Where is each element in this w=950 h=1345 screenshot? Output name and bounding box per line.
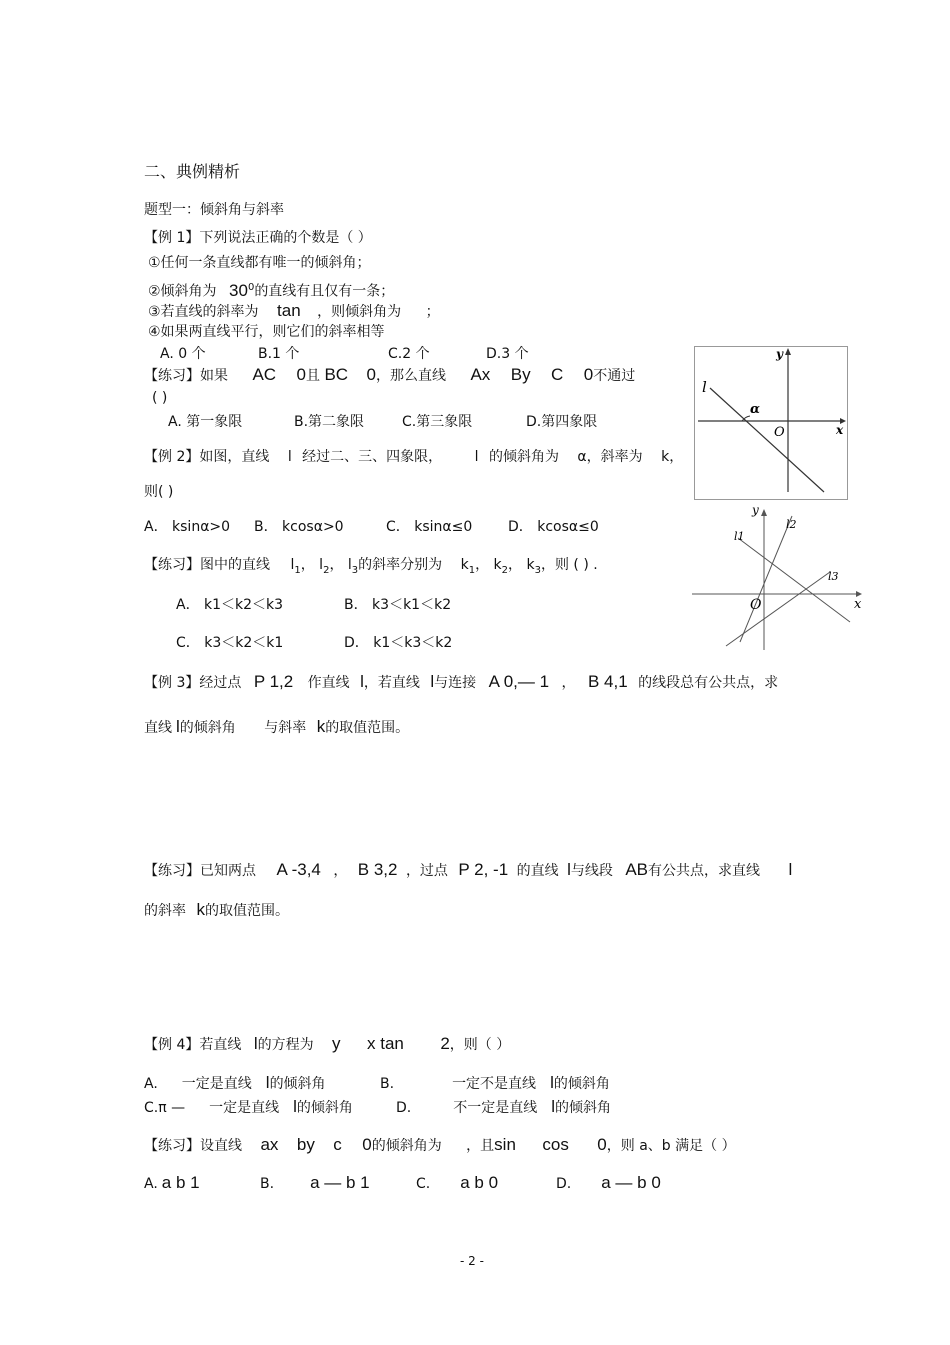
pr2-k2: $k_2$: [493, 557, 509, 576]
pr1-zero-2: 0: [366, 365, 376, 384]
ex1-option-b: B.1 个: [258, 346, 300, 362]
pr1-paren: ( ): [152, 390, 168, 406]
pr4-zero-2: 0: [597, 1135, 607, 1154]
ex3-point-b: B 4,1: [587, 672, 628, 691]
ex1-option-a: A. 0 个: [160, 346, 206, 362]
pr3-text-k: 有公共点，求直线: [648, 863, 760, 879]
pr4-text-f: 的倾斜角为: [371, 1138, 442, 1154]
ex3-text-c: 作直线: [307, 675, 350, 691]
pr4-option-c: C. a b 0: [416, 1173, 499, 1192]
pr1-text-l: 不通过: [593, 368, 636, 384]
ex2-text-f: α，斜率为: [577, 449, 643, 465]
pr1-c: C: [551, 365, 564, 384]
ex1-option-c: C.2 个: [388, 346, 430, 362]
ex3-point-p: P 1,2: [253, 672, 294, 691]
section-title: 二、典例精析: [144, 162, 241, 181]
pr1-option-a: A. 第一象限: [168, 414, 243, 430]
pr2-k1: $k_1$: [460, 557, 476, 576]
type1-title: 题型一：倾斜角与斜率: [144, 202, 284, 218]
pr4-ax: ax: [260, 1135, 279, 1154]
pr1-ac: AC: [252, 365, 277, 384]
fig2-label-l2: l2: [786, 518, 797, 531]
ex4-option-d: D. 不一定是直线 l的倾斜角: [396, 1097, 612, 1116]
pr3-text-i: 与线段: [570, 863, 613, 879]
ex3-l2-k: k: [316, 717, 326, 736]
pr2-text-a: 【练习】图中的直线: [144, 557, 270, 573]
ex4-l: l: [253, 1034, 258, 1053]
ex4-option-a: A. 一定是直线 l的倾斜角: [144, 1073, 326, 1092]
fig2-label-o: O: [750, 597, 762, 613]
pr2-sep-4: ，: [508, 557, 523, 573]
ex1-option-d: D.3 个: [486, 346, 529, 362]
pr2-l2: $l_2$: [319, 557, 330, 576]
fig2-label-y: y: [752, 503, 759, 517]
pr2-k3: $k_3$: [526, 557, 541, 576]
pr1-option-b: B.第二象限: [294, 414, 365, 430]
pr1-zero-1: 0: [296, 365, 306, 384]
pr2-stem: [144, 556, 598, 580]
fig1-line-l: [710, 388, 824, 492]
ex1-s3-text-a: ③若直线的斜率为: [148, 304, 259, 320]
pr2-option-b: B． k3＜k1＜k2: [344, 597, 452, 613]
ex1-s3-text-c: ，则倾斜角为: [317, 304, 402, 320]
pr4-zero-1: 0: [362, 1135, 372, 1154]
fig1-label-o: O: [774, 425, 785, 440]
pr3-l2-text-c: 的取值范围。: [204, 903, 289, 919]
ex3-text-k: 的线段总有公共点，求: [638, 675, 779, 691]
ex2-text-c: 经过二、三、四象限，: [302, 449, 443, 465]
ex2-paren: 则( ): [144, 484, 174, 500]
ex3-l2-l: l: [176, 717, 180, 736]
ex4-two: 2: [440, 1034, 450, 1053]
pr1-option-c: C.第三象限: [402, 414, 473, 430]
ex3-l2-text-d: 与斜率: [264, 720, 307, 736]
ex4-option-b: B. 一定不是直线 l的倾斜角: [380, 1073, 610, 1092]
pr3-l-1: l: [567, 860, 571, 879]
ex3-sep: ，: [561, 675, 576, 691]
pr2-sep-1: ，: [300, 557, 315, 573]
ex1-s3-text-d: ；: [425, 304, 440, 320]
pr4-text-g: ，且: [466, 1138, 495, 1154]
pr1-option-d: D.第四象限: [526, 414, 598, 430]
ex2-text-a: 【例 2】如图，直线: [144, 449, 270, 465]
pr2-l3: $l_3$: [347, 557, 359, 576]
ex3-l2-text-a: 直线: [144, 720, 172, 736]
pr4-option-a: A. a b 1: [144, 1173, 200, 1192]
pr4-by: by: [296, 1135, 315, 1154]
pr2-sep-2: ，: [329, 557, 344, 573]
page-number: - 2 -: [460, 1254, 484, 1268]
ex3-l2-text-f: 的取值范围。: [325, 720, 410, 736]
fig2-label-l1: l1: [734, 530, 745, 543]
pr2-option-c: C． k3＜k2＜k1: [176, 635, 284, 651]
pr3-l-2: l: [788, 860, 793, 879]
fig2-line-l3: [726, 572, 830, 646]
pr2-sep-3: ，: [475, 557, 490, 573]
ex4-option-c: C.π — 一定是直线 l的倾斜角: [144, 1097, 353, 1116]
ex4-xtan: x tan: [367, 1034, 404, 1053]
pr3-point-a: A -3,4: [276, 860, 321, 879]
ex1-s3-tan: tan: [277, 301, 301, 320]
pr4-stem: [144, 1136, 736, 1155]
ex2-option-a: A． ksinα>0: [144, 519, 231, 535]
pr1-text-a: 【练习】如果: [144, 368, 228, 384]
ex2-l-1: l: [287, 449, 292, 465]
ex2-option-b: B． kcosα>0: [254, 519, 344, 535]
figure-2-graph: [690, 500, 866, 650]
ex2-stem: [144, 448, 683, 466]
pr4-c: c: [333, 1135, 342, 1154]
ex3-text-a: 【例 3】经过点: [144, 675, 242, 691]
ex1-s2-text-c: 的直线有且仅有一条；: [254, 283, 395, 300]
pr2-option-d: D． k1＜k3＜k2: [344, 635, 453, 651]
fig2-line-l2: [740, 516, 792, 642]
pr3-ab: AB: [625, 860, 648, 879]
pr2-text-m: ，则 ( ) .: [540, 557, 598, 573]
ex4-stem: [144, 1035, 510, 1054]
fig2-label-l3: l3: [828, 570, 839, 583]
pr3-l2-text-a: 的斜率: [144, 903, 186, 919]
ex4-y: y: [332, 1034, 341, 1053]
pr3-text-a: 【练习】已知两点: [144, 863, 256, 879]
ex4-text-g: ，则（ ）: [449, 1037, 511, 1053]
ex2-text-g: k，: [661, 449, 684, 465]
pr4-text-k: ，则 a、b 满足（ ）: [606, 1138, 736, 1154]
pr4-cos: cos: [542, 1135, 569, 1154]
ex1-s2-degree: 0: [247, 282, 255, 293]
pr1-ax: Ax: [470, 365, 491, 384]
pr3-point-p: P 2, -1: [458, 860, 509, 879]
ex4-text-c: 的方程为: [257, 1037, 314, 1053]
pr3-line-1: [144, 861, 792, 880]
pr3-point-b: B 3,2: [357, 860, 398, 879]
pr1-zero-3: 0: [583, 365, 594, 384]
ex1-statement-3: [148, 302, 440, 321]
pr4-option-b: B. a — b 1: [260, 1173, 370, 1192]
ex3-l-2: l: [430, 672, 435, 691]
ex1-statement-2: [148, 279, 394, 301]
fig1-label-x: x: [836, 423, 844, 437]
pr3-sep: ，: [333, 863, 348, 879]
ex1-statement-4: ④如果两直线平行，则它们的斜率相等: [148, 324, 385, 340]
ex3-l2-text-c: 的倾斜角: [179, 720, 236, 736]
ex1-stem: 【例 1】下列说法正确的个数是（ ）: [144, 230, 372, 246]
ex2-option-c: C． ksinα≤0: [386, 519, 473, 535]
pr2-text-g: 的斜率分别为: [358, 557, 443, 573]
ex1-s2-text-a: ②倾斜角为: [148, 283, 217, 300]
pr3-line-2: [144, 901, 289, 920]
ex2-l-2: l: [474, 449, 479, 465]
pr3-text-e: ，过点: [405, 863, 448, 879]
ex1-s2-angle: 30: [229, 280, 248, 300]
pr1-bc: BC: [324, 365, 349, 384]
ex3-text-e: ，若直线: [363, 675, 420, 691]
pr4-option-d: D. a — b 0: [556, 1173, 661, 1192]
pr2-option-a: A． k1＜k2＜k3: [176, 597, 284, 613]
pr1-by: By: [510, 365, 531, 384]
pr4-text-a: 【练习】设直线: [144, 1138, 242, 1154]
pr2-l1: $l_1$: [290, 557, 301, 576]
pr1-stem: [144, 366, 635, 385]
figure-1-graph: [694, 346, 848, 500]
ex1-statement-1: ①任何一条直线都有唯一的倾斜角；: [148, 255, 371, 271]
fig1-label-alpha: α: [750, 402, 761, 417]
ex3-text-g: 与连接: [434, 675, 477, 691]
pr3-text-g: 的直线: [516, 863, 559, 879]
pr1-and: 且: [306, 368, 320, 384]
ex2-option-d: D． kcosα≤0: [508, 519, 599, 535]
fig1-label-l: l: [702, 378, 707, 396]
ex4-text-a: 【例 4】若直线: [144, 1037, 242, 1053]
ex3-line-2: [144, 718, 409, 737]
fig2-label-x: x: [854, 597, 862, 612]
ex3-l-1: l: [360, 672, 364, 691]
ex3-point-a: A 0,— 1: [488, 672, 550, 691]
ex3-line-1: [144, 673, 778, 692]
pr4-sin: sin: [494, 1135, 516, 1154]
ex2-text-e: 的倾斜角为: [488, 449, 559, 465]
fig1-label-y: y: [776, 347, 783, 361]
pr3-l2-k: k: [196, 900, 205, 919]
pr1-text-g: ，那么直线: [376, 368, 446, 384]
